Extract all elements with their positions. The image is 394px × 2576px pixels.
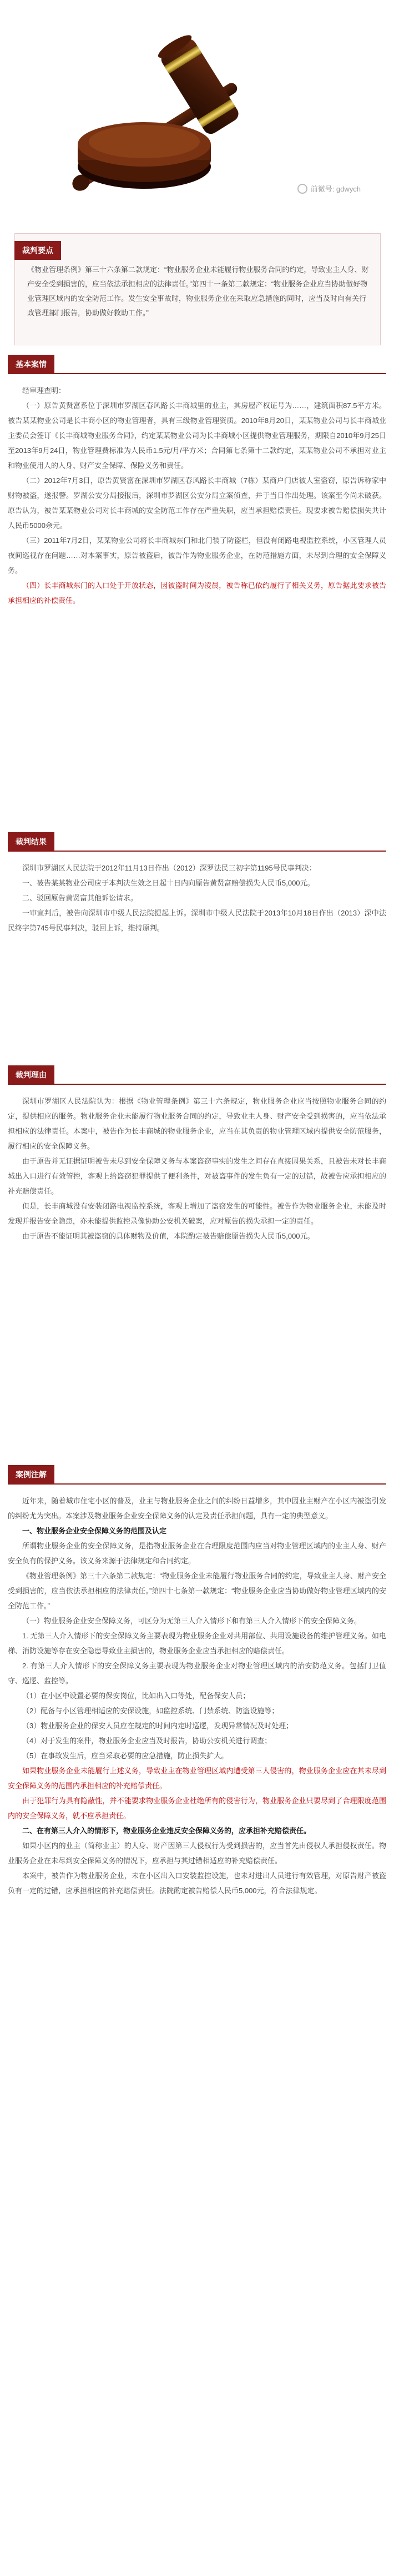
- section-reasoning-tag: 裁判理由: [8, 1065, 54, 1084]
- analysis-item-1: （2）配备与小区管理相适应的安保设施，如监控系统、门禁系统、防盗设施等；: [22, 1707, 279, 1715]
- analysis-p2: 《物业管理条例》第三十六条第二款规定：“物业服务企业未能履行物业服务合同的约定，导致业主人身、财产安全受到损害的，应当依法承担相应的法律责任。”第四十七条第一款规定：“物业服务企业应当协助做好物业管理区域内的安全防范工作。”: [8, 1572, 386, 1610]
- sound-block: [78, 122, 211, 189]
- gavel-illustration: [0, 0, 394, 233]
- analysis-item-2: （3）物业服务企业的保安人员应在规定的时间内定时巡逻，发现异常情况及时处理；: [22, 1722, 294, 1730]
- analysis-p3: （一）物业服务企业安全保障义务，可区分为无第三人介入情形下和有第三人介入情形下的安全保障义务。: [22, 1617, 362, 1625]
- section-judgment-divider: [8, 851, 386, 852]
- basic-para-2: （二）2012年7月3日，原告黄贤富在深圳市罗湖区春风路长丰商城（7栋）某商户门店被人室盗窃，原告诉称家中财物被盗，遂报警。罗湖公安分局接报后，深圳市罗湖区公安分局立案侦查，并于当日作出处理。该案至今尚未破获。原告认为，被告某某物业公司对长丰商城的安全防范工作存在严重失职，应当承担赔偿责任。现要求被告赔偿损失共计人民币5000余元。: [8, 476, 386, 530]
- reasoning-para-1: 由于原告并无证据证明被告未尽到安全保障义务与本案盗窃事实的发生之间存在直接因果关系，且被告未对长丰商城出入口进行有效管控，客观上给盗窃犯罪提供了便利条件，对被盗事件的发生负有一定的过错，故被告应承担相应的补充赔偿责任。: [8, 1157, 386, 1195]
- basic-para-3: （三）2011年7月2日，某某物业公司将长丰商城东门和北门装了防盗栏，但没有闭路电视监控系统，小区管理人员夜间巡视存在问题……对本案事实，原告被盗后，被告作为物业服务企业，在防范措施方面，未尽到合理的安全保障义务。: [8, 536, 386, 575]
- section-basic-divider: [8, 373, 386, 374]
- wechat-icon: [297, 184, 307, 194]
- judgment-para-3: 一审宣判后，被告向深圳市中级人民法院提起上诉。深圳市中级人民法院于2013年10月18日作出（2013）深中法民终字第745号民事判决，驳回上诉，维持原判。: [8, 909, 386, 932]
- section-analysis-tag: 案例注解: [8, 1465, 54, 1484]
- section-judgment-title: [8, 833, 54, 851]
- analysis-item-4: （5）在事故发生后，应当采取必要的应急措施，防止损失扩大。: [22, 1752, 229, 1760]
- reasoning-para-0: 深圳市罗湖区人民法院认为：根据《物业管理条例》第三十六条规定，物业服务企业应当按照物业服务合同的约定，提供相应的服务。物业服务企业未能履行物业服务合同的约定，导致业主人身、财产安全受到损害的，应当依法承担相应的法律责任。本案中，被告作为长丰商城的物业服务企业，应当在其负责的物业管理区域内提供安全防范服务，履行相应的安全保障义务。: [8, 1097, 386, 1150]
- section-reasoning-divider: [8, 1084, 386, 1085]
- analysis-p5: 2. 有第三人介入情形下的安全保障义务主要表现为物业服务企业对物业管理区域内的治安防范义务。包括门卫值守、巡逻、监控等。: [8, 1662, 386, 1685]
- reasoning-para-2: 但是，长丰商城没有安装闭路电视监控系统，客观上增加了盗窃发生的可能性。被告作为物业服务企业，未能及时发现并报告安全隐患，亦未能提供监控录像协助公安机关破案，应对原告的损失承担一定的责任。: [8, 1202, 386, 1225]
- highlight-title: [14, 242, 61, 259]
- section-analysis-body: [8, 1493, 386, 1898]
- hero-gavel-image: [0, 0, 394, 233]
- section-judgment-body: [8, 861, 386, 935]
- analysis-p7: 由于犯罪行为具有隐蔽性，并不能要求物业服务企业杜绝所有的侵害行为，物业服务企业只要尽到了合理限度范围内的安全保障义务，就不应承担责任。: [8, 1797, 386, 1820]
- section-reasoning-body: [8, 1094, 386, 1244]
- analysis-p9: 本案中，被告作为物业服务企业，未在小区出入口安装监控设施，也未对进出人员进行有效管理，对原告财产被盗负有一定的过错，应承担相应的补充赔偿责任。法院酌定被告赔偿人民币5,000元，符合法律规定。: [8, 1871, 386, 1895]
- analysis-p1: 所谓物业服务企业的安全保障义务，是指物业服务企业在合理限度范围内应当对物业管理区域内的业主人身、财产安全负有的保护义务。该义务来源于法律规定和合同约定。: [8, 1542, 386, 1565]
- reasoning-para-3: 由于原告不能证明其被盗窃的具体财物及价值，本院酌定被告赔偿原告损失人民币5,000元。: [22, 1232, 315, 1240]
- basic-para-1: （一）原告黄贤富系位于深圳市罗湖区春风路长丰商城里的业主，其房屋产权证号为……，建筑面积87.5平方米。被告某某物业公司是长丰商小区的物业管理者，具有三级物业管理资质。2010年8月20日，某某物业公司与长丰商城业主委员会签订《长丰商城物业服务合同》，约定某某物业公司为长丰商城小区提供物业管理服务，期限自2010年9月25日至2013年9月24日，物业管理费标准为人民币1.5元/月/平方米；合同第七条第十二款约定，某某物业公司不承担对业主和物业使用人的人身、财产安全保障、保险义务和责任。: [8, 401, 386, 470]
- analysis-item-0: （1）在小区中设置必要的保安岗位，比如出入口等处，配备保安人员；: [22, 1692, 250, 1700]
- basic-para-0: 经审理查明：: [22, 386, 66, 395]
- highlight-text: 《物业管理条例》第三十六条第二款规定：“物业服务企业未能履行物业服务合同的约定，导致业主人身、财产安全受到损害的，应当依法承担相应的法律责任。”第四十一条第二款规定：“物业服务企业应当协助做好物业管理区域内的安全防范工作。发生安全事故时，物业服务企业在采取应急措施的同时，应当及时向有关行政管理部门报告，协助做好救助工作。”: [27, 265, 369, 317]
- section-basic-title: [8, 355, 54, 373]
- highlight-box: [14, 233, 381, 345]
- judgment-para-2: 二、驳回原告黄贤富其他诉讼请求。: [22, 894, 138, 902]
- section-analysis-divider: [8, 1483, 386, 1485]
- analysis-heading-2: 二、在有第三人介入的情形下，物业服务企业违反安全保障义务的，应承担补充赔偿责任。: [22, 1827, 311, 1835]
- judgment-para-1: 一、被告某某物业公司应于本判决生效之日起十日内向原告黄贤富赔偿损失人民币5,000元。: [22, 879, 315, 887]
- analysis-p8: 如果小区内的业主（简称业主）的人身、财产因第三人侵权行为受到损害的，应当首先由侵权人承担侵权责任。物业服务企业在未尽到安全保障义务的情况下，应承担与其过错相适应的补充赔偿责任。: [8, 1842, 386, 1865]
- analysis-p6: 如果物业服务企业未能履行上述义务，导致业主在物业管理区域内遭受第三人侵害的，物业服务企业应在其未尽到安全保障义务的范围内承担相应的补充赔偿责任。: [8, 1767, 386, 1790]
- analysis-heading-1: 一、物业服务企业安全保障义务的范围及认定: [22, 1527, 167, 1535]
- section-judgment-tag: 裁判结果: [8, 832, 54, 851]
- watermark-text: 前微号: gdwych: [310, 185, 361, 193]
- analysis-item-3: （4）对于发生的案件，物业服务企业应当及时报告，协助公安机关进行调查；: [22, 1737, 272, 1745]
- analysis-p4: 1. 无第三人介入情形下的安全保障义务主要表现为物业服务企业对共用部位、共用设施设备的维护管理义务。如电梯、消防设施等存在安全隐患导致业主损害的，物业服务企业应当承担相应的赔偿责任。: [8, 1632, 386, 1655]
- basic-para-4: （四）长丰商城东门的入口处于开放状态，因被盗时间为凌晨，被告称已依约履行了相关义务，原告据此要求被告承担相应的补偿责任。: [8, 581, 386, 605]
- analysis-intro: 近年来，随着城市住宅小区的普及，业主与物业服务企业之间的纠纷日益增多，其中因业主财产在小区内被盗引发的纠纷尤为突出。本案涉及物业服务企业安全保障义务的认定及责任承担问题，具有一定的典型意义。: [8, 1497, 386, 1520]
- section-reasoning-title: [8, 1066, 54, 1084]
- highlight-tag: 裁判要点: [14, 241, 61, 260]
- watermark: [297, 183, 361, 194]
- section-basic-tag: 基本案情: [8, 355, 54, 374]
- section-analysis-title: [8, 1466, 54, 1483]
- judgment-para-0: 深圳市罗湖区人民法院于2012年11月13日作出（2012）深罗法民三初字第1195号民事判决：: [22, 864, 316, 872]
- section-basic-body: [8, 383, 386, 608]
